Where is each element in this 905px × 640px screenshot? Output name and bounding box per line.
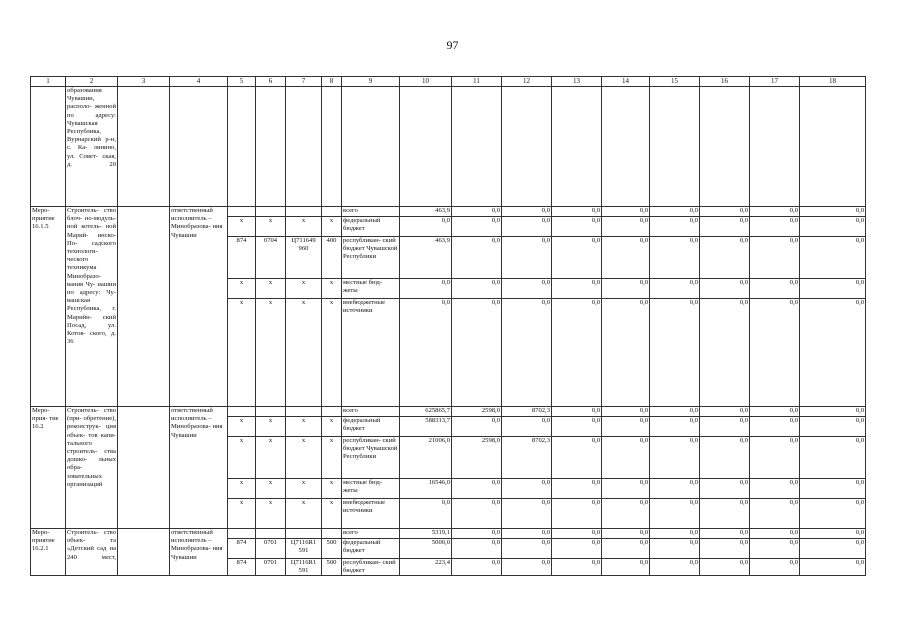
target-article-code: x xyxy=(286,417,322,437)
amount-cell: 0,0 xyxy=(602,437,650,479)
amount-cell: 0,0 xyxy=(502,559,552,576)
amount-cell: 0,0 xyxy=(602,479,650,499)
amount-cell: 0,0 xyxy=(552,417,602,437)
empty-cell xyxy=(342,87,400,207)
amount-cell: 0,0 xyxy=(400,499,452,529)
amount-cell: 0,0 xyxy=(602,539,650,559)
amount-cell: 0,0 xyxy=(452,479,502,499)
column-number-16: 16 xyxy=(700,77,750,87)
amount-cell: 0,0 xyxy=(502,207,552,217)
target-article-code: x xyxy=(286,279,322,299)
table-row xyxy=(31,207,866,217)
measure-code: Меро- приятие 16.2.1 xyxy=(31,529,66,576)
amount-cell: 0,0 xyxy=(400,299,452,407)
section-code: x xyxy=(256,417,286,437)
column-number-18: 18 xyxy=(800,77,866,87)
empty-cell xyxy=(400,87,452,207)
amount-cell: 0,0 xyxy=(502,539,552,559)
amount-cell: 5000,0 xyxy=(400,539,452,559)
empty-cell xyxy=(700,87,750,207)
amount-cell: 0,0 xyxy=(800,529,866,539)
amount-cell: 0,0 xyxy=(650,479,700,499)
amount-cell: 0,0 xyxy=(502,299,552,407)
amount-cell: 0,0 xyxy=(452,237,502,279)
amount-cell: 0,0 xyxy=(452,559,502,576)
amount-cell: 0,0 xyxy=(552,207,602,217)
column-number-15: 15 xyxy=(650,77,700,87)
empty-cell xyxy=(322,87,342,207)
target-article-code: x xyxy=(286,217,322,237)
amount-cell: 0,0 xyxy=(552,559,602,576)
column-number-10: 10 xyxy=(400,77,452,87)
grbs-code: x xyxy=(228,437,256,479)
grbs-code xyxy=(228,207,256,217)
funding-source: внебюджетные источники xyxy=(342,299,400,407)
section-code: x xyxy=(256,299,286,407)
amount-cell: 0,0 xyxy=(452,539,502,559)
amount-cell: 0,0 xyxy=(502,237,552,279)
amount-cell: 0,0 xyxy=(552,279,602,299)
section-code: 0701 xyxy=(256,539,286,559)
amount-cell: 0,0 xyxy=(750,479,800,499)
column-number-8: 8 xyxy=(322,77,342,87)
amount-cell: 0,0 xyxy=(700,299,750,407)
amount-cell: 0,0 xyxy=(502,479,552,499)
expense-type-code: 500 xyxy=(322,539,342,559)
amount-cell: 0,0 xyxy=(700,479,750,499)
measure-description: Строитель- ство объек- та «Детский сад на 240 мест, xyxy=(66,529,118,576)
table-row xyxy=(31,407,866,417)
funding-source: республикан- ский бюджет Чувашской Республики xyxy=(342,237,400,279)
amount-cell: 0,0 xyxy=(750,407,800,417)
amount-cell: 0,0 xyxy=(750,279,800,299)
amount-cell: 0,0 xyxy=(650,417,700,437)
amount-cell: 0,0 xyxy=(750,529,800,539)
target-article-code xyxy=(286,529,322,539)
amount-cell: 0,0 xyxy=(602,407,650,417)
amount-cell: 0,0 xyxy=(800,217,866,237)
empty-cell xyxy=(602,87,650,207)
amount-cell: 0,0 xyxy=(700,279,750,299)
amount-cell: 0,0 xyxy=(602,417,650,437)
amount-cell: 0,0 xyxy=(602,237,650,279)
amount-cell: 0,0 xyxy=(800,499,866,529)
amount-cell: 0,0 xyxy=(800,437,866,479)
amount-cell: 463,9 xyxy=(400,237,452,279)
amount-cell: 0,0 xyxy=(602,299,650,407)
target-article-code: x xyxy=(286,299,322,407)
grbs-code: x xyxy=(228,217,256,237)
grbs-code xyxy=(228,407,256,417)
funding-source: республикан- ский бюджет Чувашской Республики xyxy=(342,437,400,479)
page-number: 97 xyxy=(446,38,459,52)
amount-cell: 0,0 xyxy=(700,559,750,576)
amount-cell: 0,0 xyxy=(650,437,700,479)
section-code: x xyxy=(256,437,286,479)
measure-code: Меро- прия- тие 16.2 xyxy=(31,407,66,529)
amount-cell: 0,0 xyxy=(700,529,750,539)
funding-source: местные бюд- жеты xyxy=(342,279,400,299)
amount-cell: 0,0 xyxy=(502,529,552,539)
empty-cell xyxy=(256,87,286,207)
amount-cell: 0,0 xyxy=(552,499,602,529)
amount-cell: 0,0 xyxy=(700,437,750,479)
empty-cell xyxy=(118,87,170,207)
empty-cell xyxy=(31,87,66,207)
column-number-5: 5 xyxy=(228,77,256,87)
amount-cell: 0,0 xyxy=(750,559,800,576)
section-code xyxy=(256,407,286,417)
amount-cell: 0,0 xyxy=(400,217,452,237)
amount-cell: 0,0 xyxy=(800,539,866,559)
empty-cell xyxy=(452,87,502,207)
target-article-code xyxy=(286,207,322,217)
target-article-code: Ц7116R1 591 xyxy=(286,539,322,559)
amount-cell: 0,0 xyxy=(650,499,700,529)
amount-cell: 0,0 xyxy=(800,237,866,279)
measure-description: Строитель- ство блоч- но-модуль- ной котель- ной Марий- инско-По- садского технологи- ческого техникума Минобразо- вания Чу- вашии по адресу: Чу- вашская Республика, г. Марийн- ский Посад, ул. Котов- ского, д. 36 xyxy=(66,207,118,407)
amount-cell: 0,0 xyxy=(650,237,700,279)
expense-type-code: x xyxy=(322,437,342,479)
amount-cell: 0,0 xyxy=(452,299,502,407)
section-code: x xyxy=(256,499,286,529)
expense-type-code: x xyxy=(322,299,342,407)
column-number-1: 1 xyxy=(31,77,66,87)
amount-cell: 0,0 xyxy=(650,279,700,299)
empty-cell xyxy=(170,87,228,207)
amount-cell: 21006,0 xyxy=(400,437,452,479)
amount-cell: 0,0 xyxy=(700,237,750,279)
expense-type-code: x xyxy=(322,479,342,499)
amount-cell: 0,0 xyxy=(700,499,750,529)
expense-type-code xyxy=(322,207,342,217)
budget-table xyxy=(30,76,866,576)
target-article-code: Ц7116R1 591 xyxy=(286,559,322,576)
funding-source: республикан- ский бюджет xyxy=(342,559,400,576)
amount-cell: 16546,0 xyxy=(400,479,452,499)
expense-type-code: 500 xyxy=(322,559,342,576)
amount-cell: 0,0 xyxy=(700,417,750,437)
amount-cell: 0,0 xyxy=(552,437,602,479)
amount-cell: 0,0 xyxy=(400,279,452,299)
expense-type-code: x xyxy=(322,279,342,299)
table-body xyxy=(31,77,866,576)
amount-cell: 8702,3 xyxy=(502,407,552,417)
amount-cell: 0,0 xyxy=(602,559,650,576)
amount-cell: 0,0 xyxy=(650,529,700,539)
amount-cell: 0,0 xyxy=(552,237,602,279)
amount-cell: 2598,0 xyxy=(452,437,502,479)
target-article-code xyxy=(286,407,322,417)
amount-cell: 0,0 xyxy=(700,539,750,559)
amount-cell: 0,0 xyxy=(700,217,750,237)
amount-cell: 0,0 xyxy=(602,499,650,529)
amount-cell: 0,0 xyxy=(552,479,602,499)
empty-cell xyxy=(750,87,800,207)
section-code xyxy=(256,529,286,539)
amount-cell: 0,0 xyxy=(502,217,552,237)
amount-cell: 0,0 xyxy=(650,207,700,217)
amount-cell: 0,0 xyxy=(800,299,866,407)
section-code: 0701 xyxy=(256,559,286,576)
executor-cell: ответственный исполнитель – Минобразова- ния Чувашии xyxy=(170,207,228,407)
amount-cell: 0,0 xyxy=(750,499,800,529)
amount-cell: 0,0 xyxy=(800,207,866,217)
amount-cell: 0,0 xyxy=(700,207,750,217)
amount-cell: 0,0 xyxy=(602,207,650,217)
amount-cell: 0,0 xyxy=(452,207,502,217)
funding-source: всего xyxy=(342,529,400,539)
column-number-3: 3 xyxy=(118,77,170,87)
amount-cell: 0,0 xyxy=(800,417,866,437)
column-number-7: 7 xyxy=(286,77,322,87)
empty-cell xyxy=(228,87,256,207)
empty-cell xyxy=(650,87,700,207)
grbs-code: 874 xyxy=(228,559,256,576)
funding-source: федеральный бюджет xyxy=(342,217,400,237)
amount-cell: 0,0 xyxy=(750,207,800,217)
amount-cell: 0,0 xyxy=(700,407,750,417)
amount-cell: 0,0 xyxy=(800,407,866,417)
amount-cell: 0,0 xyxy=(750,299,800,407)
amount-cell: 0,0 xyxy=(552,539,602,559)
section-code: x xyxy=(256,279,286,299)
column-number-4: 4 xyxy=(170,77,228,87)
section-code: x xyxy=(256,217,286,237)
amount-cell: 0,0 xyxy=(602,529,650,539)
section-code: x xyxy=(256,479,286,499)
empty-cell xyxy=(118,407,170,529)
target-article-code: x xyxy=(286,437,322,479)
amount-cell: 2598,0 xyxy=(452,407,502,417)
expense-type-code: x xyxy=(322,217,342,237)
amount-cell: 0,0 xyxy=(452,279,502,299)
amount-cell: 0,0 xyxy=(552,299,602,407)
amount-cell: 0,0 xyxy=(650,217,700,237)
empty-cell xyxy=(118,529,170,576)
executor-cell: ответственный исполнитель – Минобразова- ния Чувашии xyxy=(170,407,228,529)
target-article-code: x xyxy=(286,499,322,529)
measure-description: Строитель- ство (при- обретение), реконструк- ция объек- тов капи- тального строитель- ства дошко- льных обра- зовательных организаций xyxy=(66,407,118,529)
amount-cell: 0,0 xyxy=(452,529,502,539)
amount-cell: 0,0 xyxy=(750,217,800,237)
amount-cell: 8702,3 xyxy=(502,437,552,479)
empty-cell xyxy=(286,87,322,207)
target-article-code: x xyxy=(286,479,322,499)
empty-cell xyxy=(118,207,170,407)
amount-cell: 0,0 xyxy=(750,237,800,279)
executor-cell: ответственный исполнитель – Минобразова- ния Чувашии xyxy=(170,529,228,576)
funding-source: федеральный бюджет xyxy=(342,417,400,437)
amount-cell: 0,0 xyxy=(602,217,650,237)
column-number-12: 12 xyxy=(502,77,552,87)
funding-source: местные бюд- жеты xyxy=(342,479,400,499)
amount-cell: 0,0 xyxy=(502,417,552,437)
amount-cell: 588313,7 xyxy=(400,417,452,437)
amount-cell: 0,0 xyxy=(552,529,602,539)
empty-cell xyxy=(502,87,552,207)
amount-cell: 0,0 xyxy=(602,279,650,299)
grbs-code: 874 xyxy=(228,539,256,559)
expense-type-code: x xyxy=(322,499,342,529)
grbs-code: x xyxy=(228,417,256,437)
amount-cell: 0,0 xyxy=(800,559,866,576)
amount-cell: 0,0 xyxy=(502,499,552,529)
section-code xyxy=(256,207,286,217)
amount-cell: 223,4 xyxy=(400,559,452,576)
funding-source: внебюджетные источники xyxy=(342,499,400,529)
table-row xyxy=(31,529,866,539)
funding-source: всего xyxy=(342,207,400,217)
column-number-17: 17 xyxy=(750,77,800,87)
amount-cell: 0,0 xyxy=(650,407,700,417)
grbs-code: x xyxy=(228,299,256,407)
amount-cell: 0,0 xyxy=(452,217,502,237)
grbs-code xyxy=(228,529,256,539)
column-number-2: 2 xyxy=(66,77,118,87)
column-number-6: 6 xyxy=(256,77,286,87)
amount-cell: 0,0 xyxy=(552,217,602,237)
amount-cell: 0,0 xyxy=(650,299,700,407)
amount-cell: 0,0 xyxy=(750,539,800,559)
amount-cell: 0,0 xyxy=(800,279,866,299)
amount-cell: 0,0 xyxy=(452,417,502,437)
continuation-text: образования Чувашии, располо- женной по адресу: Чувашская Республика, Вурнарский р-н, с. Ка- линино, ул. Совет- ская, д. 20 xyxy=(66,87,118,207)
amount-cell: 0,0 xyxy=(552,407,602,417)
grbs-code: 874 xyxy=(228,237,256,279)
amount-cell: 0,0 xyxy=(750,437,800,479)
grbs-code: x xyxy=(228,479,256,499)
amount-cell: 0,0 xyxy=(650,539,700,559)
column-number-9: 9 xyxy=(342,77,400,87)
continuation-row xyxy=(31,87,866,207)
grbs-code: x xyxy=(228,499,256,529)
expense-type-code xyxy=(322,529,342,539)
column-number-row xyxy=(31,77,866,87)
grbs-code: x xyxy=(228,279,256,299)
amount-cell: 0,0 xyxy=(800,479,866,499)
amount-cell: 463,9 xyxy=(400,207,452,217)
amount-cell: 0,0 xyxy=(502,279,552,299)
funding-source: всего xyxy=(342,407,400,417)
column-number-11: 11 xyxy=(452,77,502,87)
amount-cell: 0,0 xyxy=(452,499,502,529)
measure-code: Меро- приятие 16.1.5 xyxy=(31,207,66,407)
expense-type-code: 400 xyxy=(322,237,342,279)
expense-type-code xyxy=(322,407,342,417)
empty-cell xyxy=(552,87,602,207)
section-code: 0704 xyxy=(256,237,286,279)
column-number-14: 14 xyxy=(602,77,650,87)
amount-cell: 0,0 xyxy=(650,559,700,576)
funding-source: федеральный бюджет xyxy=(342,539,400,559)
expense-type-code: x xyxy=(322,417,342,437)
column-number-13: 13 xyxy=(552,77,602,87)
amount-cell: 5319,1 xyxy=(400,529,452,539)
amount-cell: 0,0 xyxy=(750,417,800,437)
empty-cell xyxy=(800,87,866,207)
amount-cell: 625865,7 xyxy=(400,407,452,417)
target-article-code: Ц711649 960 xyxy=(286,237,322,279)
